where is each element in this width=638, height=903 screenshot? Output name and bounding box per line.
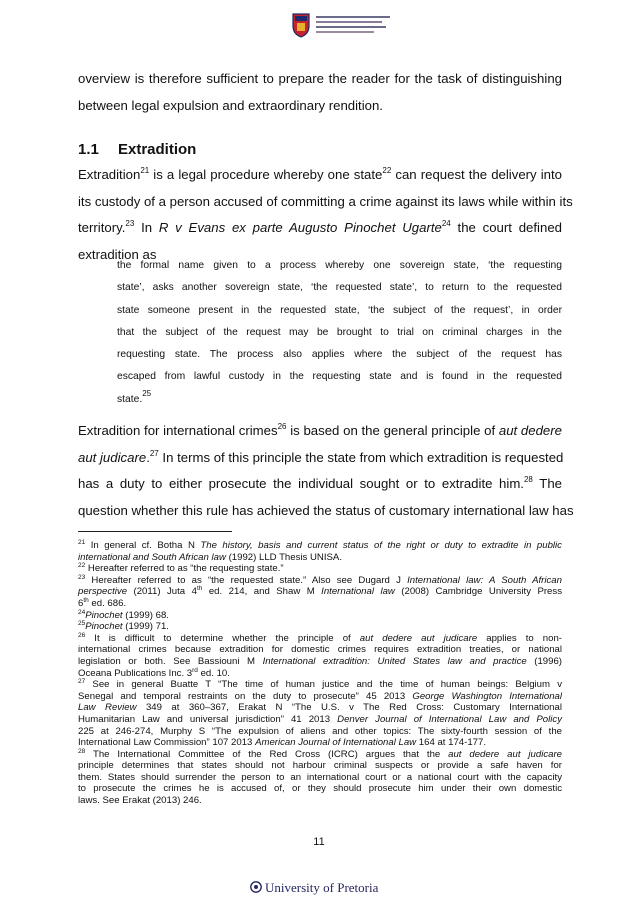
text-line: has a duty to either prosecute the individual sought or to extradite him.$^{28}$ The — [78, 475, 562, 491]
footnote-27-cont: Humanitarian Law and universal jurisdiction” 41 2013 Denver Journal of International Law and Policy — [78, 713, 563, 725]
footnotes — [78, 540, 562, 807]
footnote-25: $^{25}$Pinochet (1999) 71. — [78, 620, 169, 633]
text-line: question whether this rule has achieved the status of customary international law has — [78, 502, 574, 518]
extradition-paragraph — [78, 162, 573, 268]
text-line: overview is therefore sufficient to prepare the reader for the task of distinguishing — [78, 71, 562, 86]
footnote-ref: 21 — [140, 166, 150, 175]
text-line: extradition as — [78, 246, 157, 262]
footnote-26: $^{26}$ It is difficult to determine whether the principle of aut dedere aut judicare applies to non- — [78, 631, 563, 644]
footnote-ref: 26 — [277, 422, 287, 431]
section-number: 1.1 — [78, 141, 99, 158]
quote-line: that the subject of the request may be brought to trial on criminal charges in the — [117, 326, 562, 338]
text-line: Extradition for international crimes$^{26}$ is based on the general principle of aut dedere — [78, 422, 562, 438]
text-line: Extradition$^{21}$ is a legal procedure whereby one state$^{22}$ can request the delivery into — [78, 166, 562, 182]
quote-line: requesting state. The process also applies where the subject of the request has — [117, 349, 562, 361]
header-wordmark — [316, 16, 390, 36]
quote-line: state someone present in the requested state, ‘the subject of the request’, in order — [117, 304, 562, 316]
footnote-27: $^{27}$ See in general Buatte T “The time of human justice and the time of human beings: Belgium v — [78, 678, 562, 691]
quote-line: state’, asks another sovereign state, ‘the requested state’, to return to the requested — [117, 282, 562, 294]
footnote-ref: 27 — [149, 448, 159, 458]
block-quote — [117, 255, 562, 411]
footnote-28: $^{28}$ The International Committee of the Red Cross (ICRC) argues that the aut dedere aut judicare — [78, 747, 562, 760]
footnote-27-cont: Law Review 349 at 360–367, Erakat N “The U.S. v The Red Cross: Customary International — [78, 702, 562, 714]
footnote-ref: 24 — [441, 219, 451, 228]
footnote-21-cont: international and South African law (1992) LLD Thesis UNISA. — [78, 551, 342, 563]
footnote-23: $^{23}$ Hereafter referred to as “the requested state.” Also see Dugard J International law: A South African — [78, 573, 562, 586]
case-name: R v Evans ex parte Augusto Pinochet Ugarte — [158, 220, 442, 235]
footnote-ref: 28 — [523, 475, 533, 484]
aut-dedere-paragraph — [78, 418, 574, 524]
footnote-28-cont: them. States should surrender the person to an international court or a national court with the capacity — [78, 771, 562, 783]
footnote-separator — [78, 531, 232, 532]
footnote-26-cont: legislation or both. See Bassiouni M International extradition: United States law and practice (1996) — [78, 655, 563, 667]
footnote-27-cont: Senegal and temporal restraints on the duty to prosecute” 45 2013 George Washington International — [78, 690, 563, 702]
text-line: between legal expulsion and extraordinary rendition. — [78, 97, 383, 113]
crest-icon — [292, 12, 310, 38]
footnote-28-cont: to prosecute the crimes he is accused of, or they should prosecute him under their own domestic — [78, 783, 562, 795]
quote-line: escaped from lawful custody in the requesting state and is found in the requested — [117, 371, 562, 383]
footnote-27-cont: 225 at 246-274, Murphy S “The expulsion of aliens and other topics: The sixty-fourth session of the — [78, 725, 562, 737]
section-title: Extradition — [118, 141, 197, 158]
footnote-22: $^{22}$ Hereafter referred to as “the requesting state.” — [78, 562, 284, 575]
footnote-ref: 25 — [142, 388, 152, 398]
footnote-26-cont: international crimes because extradition for domestic crimes requires extradition treaties, or national — [78, 644, 562, 656]
footnote-ref: 22 — [382, 166, 392, 175]
footnote-26-cont: Oceana Publications Inc. 3rd ed. 10. — [78, 666, 230, 679]
footer-logo-text: University of Pretoria — [265, 880, 379, 895]
quote-line: the formal name given to a process whereby one sovereign state, ‘the requesting — [117, 260, 562, 271]
text-line: territory.$^{23}$ In R v Evans ex parte Augusto Pinochet Ugarte$^{24}$ the court defined — [78, 219, 562, 235]
footnote-23-cont: perspective (2011) Juta 4th ed. 214, and Shaw M International law (2008) Cambridge University Press — [78, 585, 562, 598]
footer-logo — [250, 880, 410, 896]
intro-paragraph — [78, 66, 562, 119]
footnote-28-cont: principle determines that states should not harbour criminal suspects or provide a safe haven for — [78, 760, 562, 772]
page-number: 11 — [313, 836, 325, 848]
quote-line: state.$^{25}$ — [117, 388, 152, 405]
footnote-23-cont: 6th ed. 686. — [78, 596, 127, 609]
text-line: aut judicare.$^{27}$ In terms of this principle the state from which extradition is requested — [78, 448, 564, 465]
section-heading — [78, 141, 196, 158]
footnote-ref: 23 — [125, 219, 135, 228]
footnote-21: $^{21}$ In general cf. Botha N The history, basis and current status of the right or duty to extradite in public — [78, 539, 562, 551]
university-crest-logo — [292, 12, 392, 46]
footnote-28-cont: laws. See Erakat (2013) 246. — [78, 795, 202, 807]
footnote-24: $^{24}$Pinochet (1999) 68. — [78, 608, 169, 621]
footnote-27-cont: International Law Commission” 107 2013 American Journal of International Law 164 at 174-177. — [78, 737, 487, 749]
text-line: its custody of a person accused of committing a crime against its laws while within its — [78, 193, 573, 209]
crest-icon — [250, 881, 262, 893]
